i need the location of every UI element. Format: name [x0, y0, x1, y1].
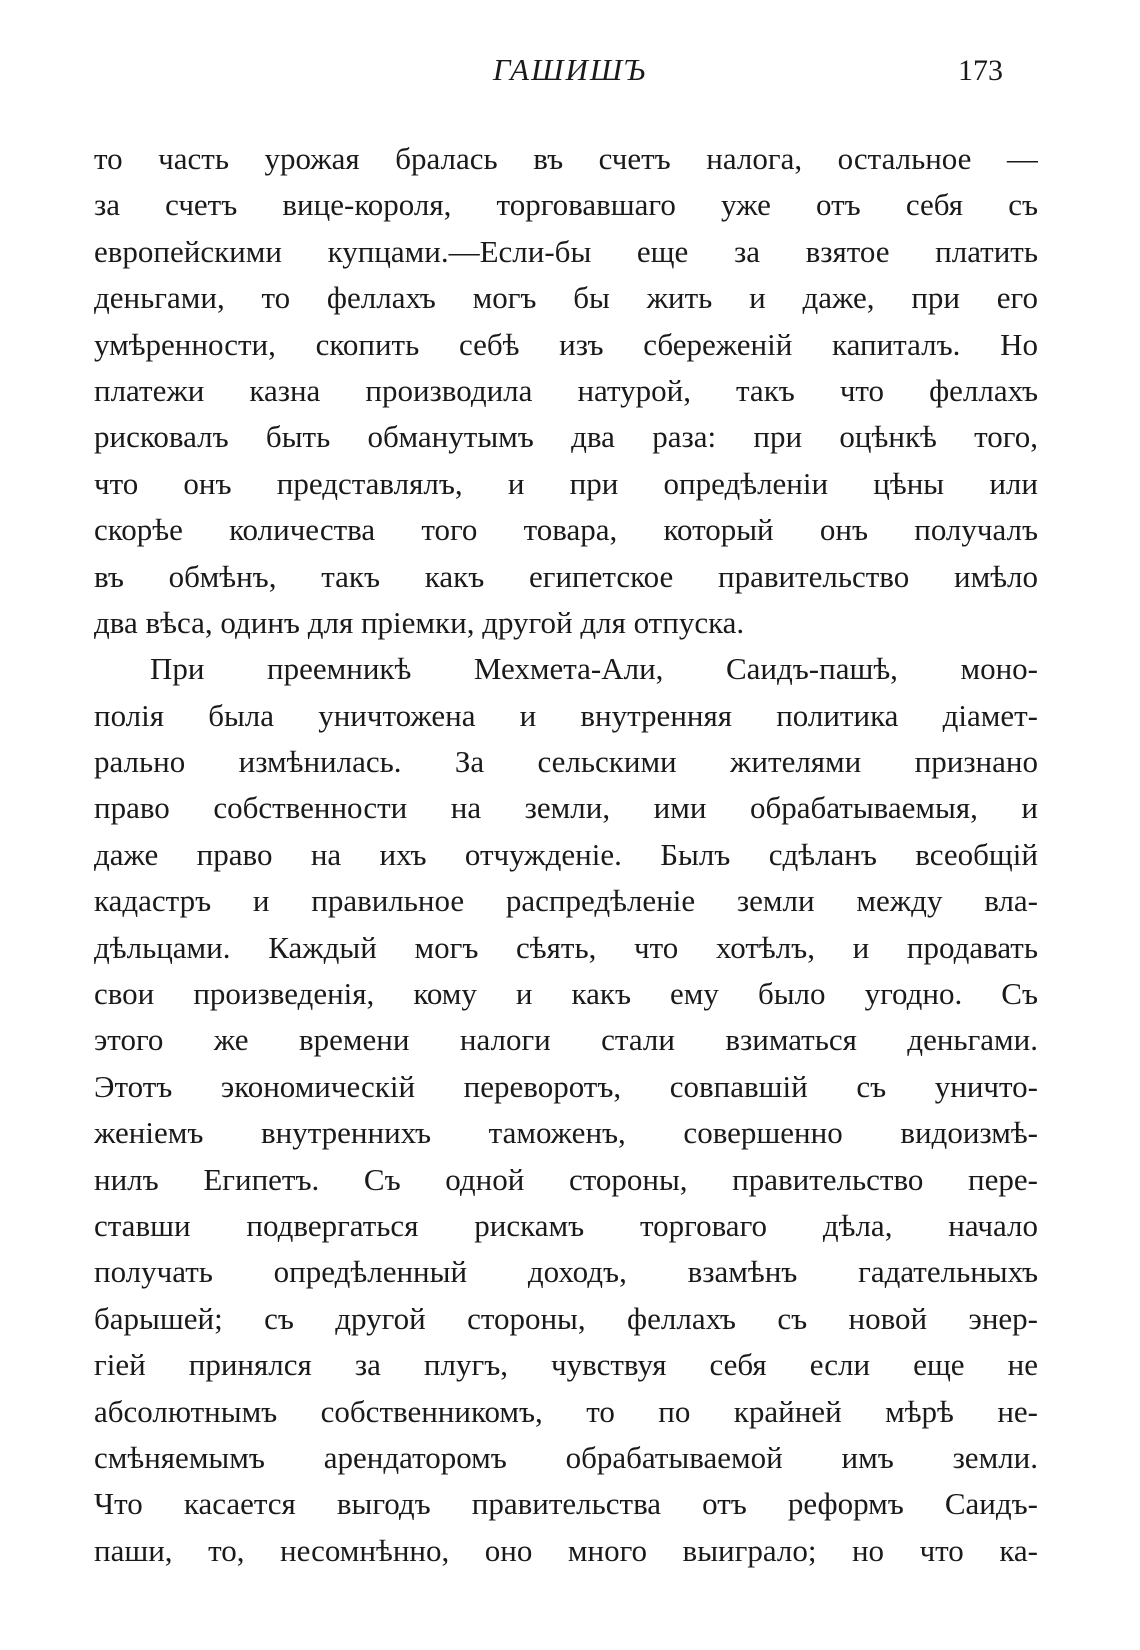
text-line: свои произведенія, кому и какъ ему было угодно. Съ — [94, 976, 1038, 1012]
running-head-title: ГАШИШЪ — [492, 52, 648, 87]
paragraph-2 — [94, 646, 1038, 1574]
text-line: два вѣса, одинъ для пріемки, другой для отпуска. — [94, 604, 745, 640]
text-line: деньгами, то феллахъ могъ бы жить и даже, при его — [94, 280, 1038, 316]
text-line: Этотъ экономическій переворотъ, совпавшій съ уничто- — [94, 1068, 1038, 1104]
text-line: даже право на ихъ отчужденіе. Былъ сдѣланъ всеобщій — [94, 836, 1038, 872]
text-line: Что касается выгодъ правительства отъ реформъ Саидъ- — [94, 1486, 1038, 1522]
text-line: ставши подвергаться рискамъ торговаго дѣла, начало — [94, 1207, 1038, 1243]
text-line: При преемникѣ Мехмета-Али, Саидъ-пашѣ, моно- — [150, 651, 1038, 687]
text-line: то часть урожая бралась въ счетъ налога, остальное — — [94, 141, 1038, 176]
text-line: гіей принялся за плугъ, чувствуя себя если еще не — [94, 1347, 1038, 1383]
text-line: платежи казна производила натурой, такъ что феллахъ — [94, 372, 1038, 408]
text-line: нилъ Египетъ. Съ одной стороны, правительство пере- — [94, 1161, 1038, 1197]
text-line: европейскими купцами.—Если-бы еще за взятое платить — [94, 233, 1038, 269]
text-line: женіемъ внутреннихъ таможенъ, совершенно видоизмѣ- — [94, 1115, 1038, 1151]
text-line: что онъ представлялъ, и при опредѣленіи цѣны или — [94, 465, 1038, 501]
text-line: полія была уничтожена и внутренняя политика діамет- — [94, 697, 1038, 733]
text-line: въ обмѣнъ, такъ какъ египетское правительство имѣло — [94, 558, 1038, 594]
text-line: кадастръ и правильное распредѣленіе земли между вла- — [94, 883, 1038, 919]
text-line: паши, то, несомнѣнно, оно много выиграло; но что ка- — [94, 1532, 1038, 1568]
text-line: рально измѣнилась. За сельскими жителями признано — [94, 744, 1038, 780]
text-line: скорѣе количества того товара, который онъ получалъ — [94, 512, 1038, 548]
text-line: умѣренности, скопить себѣ изъ сбереженій капиталъ. Но — [94, 326, 1038, 362]
body-text — [94, 136, 1038, 1574]
text-line: барышей; съ другой стороны, феллахъ съ новой энер- — [94, 1300, 1038, 1336]
text-line: право собственности на земли, ими обрабатываемыя, и — [94, 790, 1038, 826]
text-line: абсолютнымъ собственникомъ, то по крайней мѣрѣ не- — [94, 1393, 1038, 1429]
text-line: рисковалъ быть обманутымъ два раза: при оцѣнкѣ того, — [94, 419, 1038, 455]
paragraph-1 — [94, 136, 1038, 646]
text-line: за счетъ вице-короля, торговавшаго уже отъ себя съ — [94, 187, 1038, 223]
text-line: дѣльцами. Каждый могъ сѣять, что хотѣлъ, и продавать — [94, 929, 1038, 965]
text-line: смѣняемымъ арендаторомъ обрабатываемой имъ земли. — [94, 1439, 1038, 1475]
text-line: получать опредѣленный доходъ, взамѣнъ гадательныхъ — [94, 1254, 1038, 1290]
page-number: 173 — [958, 54, 1003, 87]
text-line: этого же времени налоги стали взиматься деньгами. — [94, 1022, 1038, 1058]
